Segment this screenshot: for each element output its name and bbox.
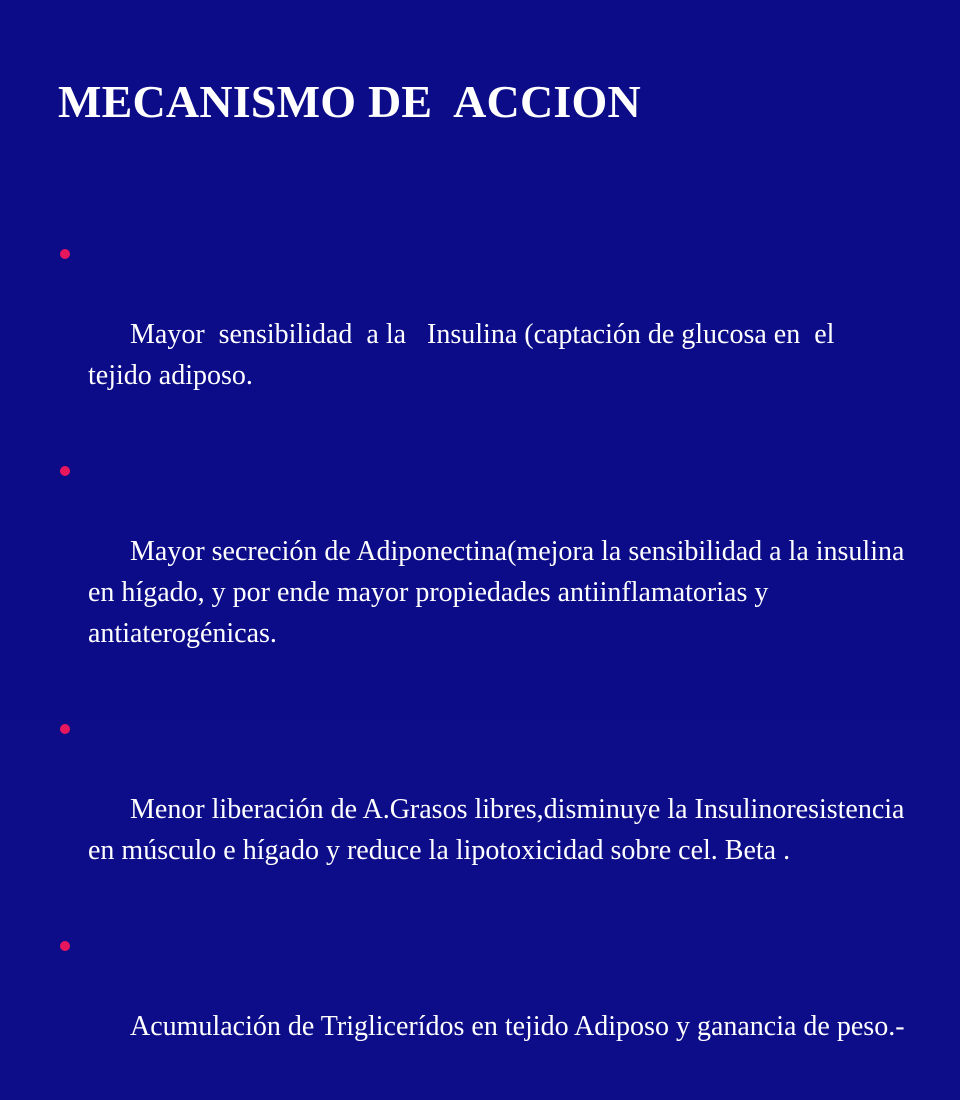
bullet-text: Mayor secreción de Adiponectina(mejora la sensibilidad a la insulina en hígado, y por ende mayor propiedades antiinflamatorias y antiaterogénicas. (88, 536, 912, 649)
bullet-text: Mayor sensibilidad a la Insulina (captación de glucosa en el tejido adiposo. (88, 319, 849, 391)
bullet-text: Acumulación de Triglicerídos en tejido Adiposo y ganancia de peso.- (130, 1011, 905, 1042)
bullet-item-4 (58, 924, 908, 1088)
slide-title: MECANISMO DE ACCION (58, 76, 641, 127)
bullet-dot-icon (60, 249, 70, 259)
bullet-dot-icon (60, 466, 70, 476)
bullet-dot-icon (60, 724, 70, 734)
bullet-list (58, 232, 912, 1100)
bullet-dot-icon (60, 941, 70, 951)
bullet-text: Menor liberación de A.Grasos libres,disminuye la Insulinoresistencia en músculo e hígado y reduce la lipotoxicidad sobre cel. Beta . (88, 794, 912, 866)
bullet-item-1 (58, 232, 908, 437)
bullet-item-2 (58, 449, 912, 695)
bullet-item-3 (58, 707, 912, 912)
